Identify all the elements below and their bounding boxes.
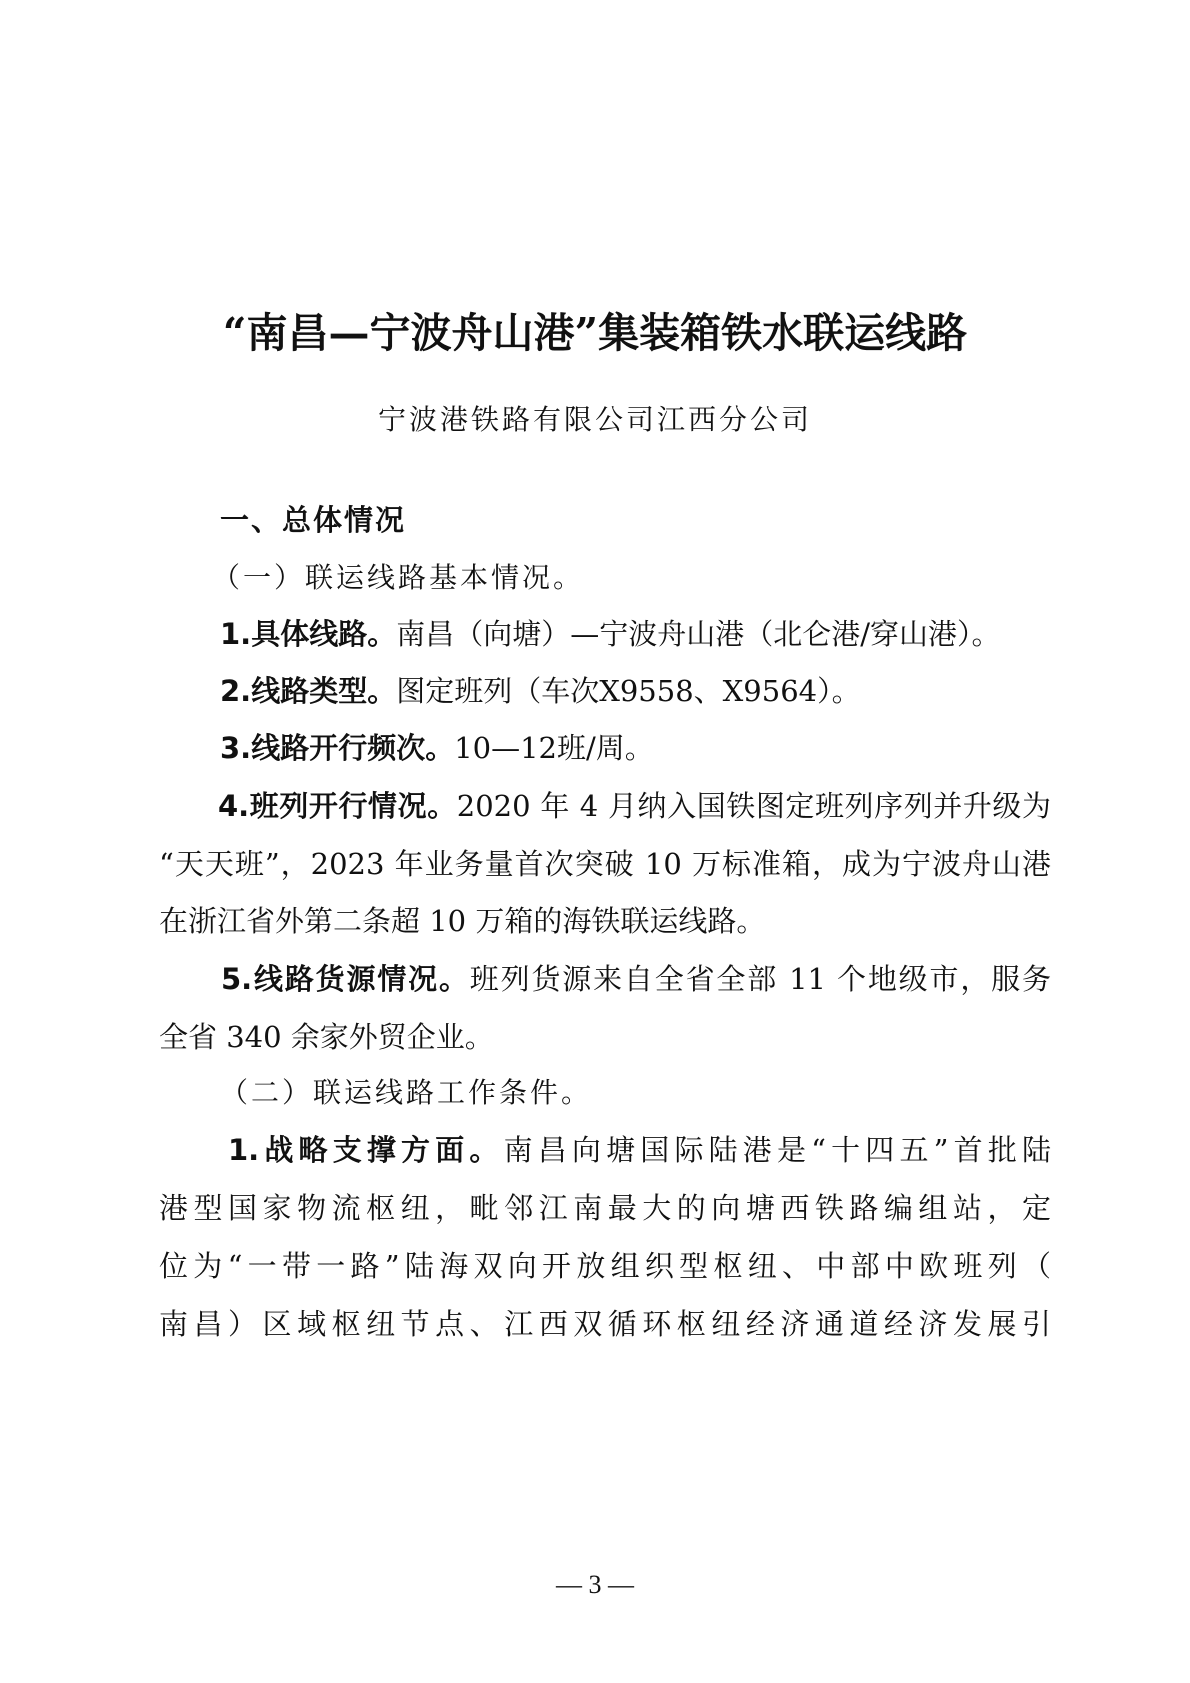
page-number: — 3 —: [556, 1570, 634, 1599]
section-heading-overview: 一、总体情况: [220, 503, 407, 537]
text-strategy-line1: 南昌向塘国际陆港是“十四五”首批陆: [503, 1133, 1051, 1167]
paragraph-route: [220, 612, 1000, 653]
text-type: 图定班列（车次X9558、X9564）。: [396, 674, 861, 708]
paragraph-strategy-line1: [228, 1128, 1051, 1169]
paragraph-operation-line1: [218, 784, 1051, 825]
label-operation: 4.班列开行情况。: [218, 789, 457, 823]
paragraph-strategy-line2: 港型国家物流枢纽，毗邻江南最大的向塘西铁路编组站，定: [159, 1191, 1051, 1225]
text-cargo-line1: 班列货源来自全省全部 11 个地级市，服务: [469, 962, 1051, 996]
subsection-heading-basic: （一）联运线路基本情况。: [212, 561, 585, 594]
label-route: 1.具体线路。: [220, 617, 397, 651]
text-route: 南昌（向塘）—宁波舟山港（北仑港/穿山港）。: [396, 617, 1001, 651]
paragraph-frequency: [220, 726, 654, 767]
label-frequency: 3.线路开行频次。: [220, 731, 455, 765]
paragraph-strategy-line4: 南昌）区域枢纽节点、江西双循环枢纽经济通道经济发展引: [159, 1307, 1051, 1341]
label-type: 2.线路类型。: [220, 674, 397, 708]
label-strategy: 1.战略支撑方面。: [228, 1133, 504, 1167]
paragraph-strategy-line3: 位为“一带一路”陆海双向开放组织型枢纽、中部中欧班列（: [159, 1249, 1051, 1283]
label-cargo: 5.线路货源情况。: [221, 962, 470, 996]
paragraph-type: [220, 669, 861, 710]
paragraph-cargo-line1: [221, 957, 1051, 998]
paragraph-operation-line2: “天天班”，2023 年业务量首次突破 10 万标准箱，成为宁波舟山港: [159, 847, 1051, 881]
subsection-heading-conditions: （二）联运线路工作条件。: [220, 1076, 593, 1109]
paragraph-cargo-line2: 全省 340 余家外贸企业。: [159, 1020, 494, 1054]
text-operation-line1: 2020 年 4 月纳入国铁图定班列序列并升级为: [456, 789, 1051, 823]
text-frequency: 10—12班/周。: [454, 731, 654, 765]
document-title: “南昌—宁波舟山港”集装箱铁水联运线路: [222, 309, 968, 357]
document-subtitle: 宁波港铁路有限公司江西分公司: [377, 403, 812, 436]
paragraph-operation-line3: 在浙江省外第二条超 10 万箱的海铁联运线路。: [159, 904, 766, 938]
